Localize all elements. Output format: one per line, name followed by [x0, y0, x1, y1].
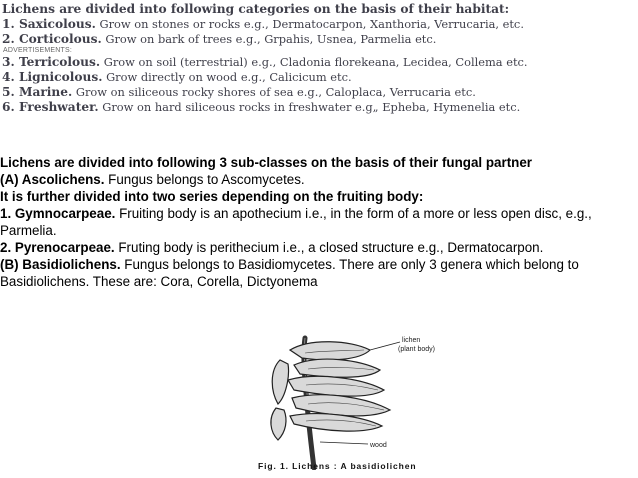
- habitat-item-freshwater: 6. Freshwater. Grow on hard siliceous rocks in freshwater e.g„ Epheba, Hymenelia etc.: [2, 100, 521, 114]
- habitat-item-lignicolous: 4. Lignicolous. Grow directly on wood e.g., Calicicum etc.: [2, 70, 352, 84]
- ascolichens-line: (A) Ascolichens. Fungus belongs to Ascomycetes.: [0, 172, 305, 187]
- subclasses-section: [0, 154, 636, 290]
- figure-caption: Fig. 1. Lichens : A basidiolichen: [258, 461, 417, 471]
- basidiolichen-figure: [250, 320, 470, 470]
- label-wood: wood: [370, 442, 387, 449]
- pyrenocarpeae-line: 2. Pyrenocarpeae. Fruting body is perithecium i.e., a closed structure e.g., Dermatocarpon.: [0, 240, 544, 255]
- basidiolichen-illustration: [250, 320, 470, 470]
- label-plant-body: (plant body): [398, 346, 435, 353]
- habitat-heading: Lichens are divided into following categories on the basis of their habitat:: [2, 2, 510, 16]
- habitat-item-corticolous: 2. Corticolous. Grow on bark of trees e.g., Grpahis, Usnea, Parmelia etc.: [2, 32, 437, 46]
- advertisements-label: ADVERTISEMENTS:: [3, 47, 72, 54]
- basidiolichens-line: (B) Basidiolichens. Fungus belongs to Basidiomycetes. There are only 3 genera which belong to Basidiolichens. These are: Cora, Corella, Dictyonema: [0, 257, 579, 289]
- habitat-item-marine: 5. Marine. Grow on siliceous rocky shores of sea e.g., Caloplaca, Verrucaria etc.: [2, 85, 476, 99]
- gymnocarpeae-line: 1. Gymnocarpeae. Fruiting body is an apothecium i.e., in the form of a more or less open disc, e.g., Parmelia.: [0, 206, 592, 238]
- series-heading: It is further divided into two series depending on the fruiting body:: [0, 189, 424, 204]
- label-lichen: lichen: [402, 337, 421, 344]
- habitat-section: [2, 2, 634, 115]
- subclasses-heading: Lichens are divided into following 3 sub-classes on the basis of their fungal partner: [0, 155, 532, 170]
- habitat-item-terricolous: 3. Terricolous. Grow on soil (terrestrial) e.g., Cladonia florekeana, Lecidea, Collema etc.: [2, 55, 528, 69]
- habitat-item-saxicolous: 1. Saxicolous. Grow on stones or rocks e.g., Dermatocarpon, Xanthoria, Verrucaria, etc.: [2, 17, 524, 31]
